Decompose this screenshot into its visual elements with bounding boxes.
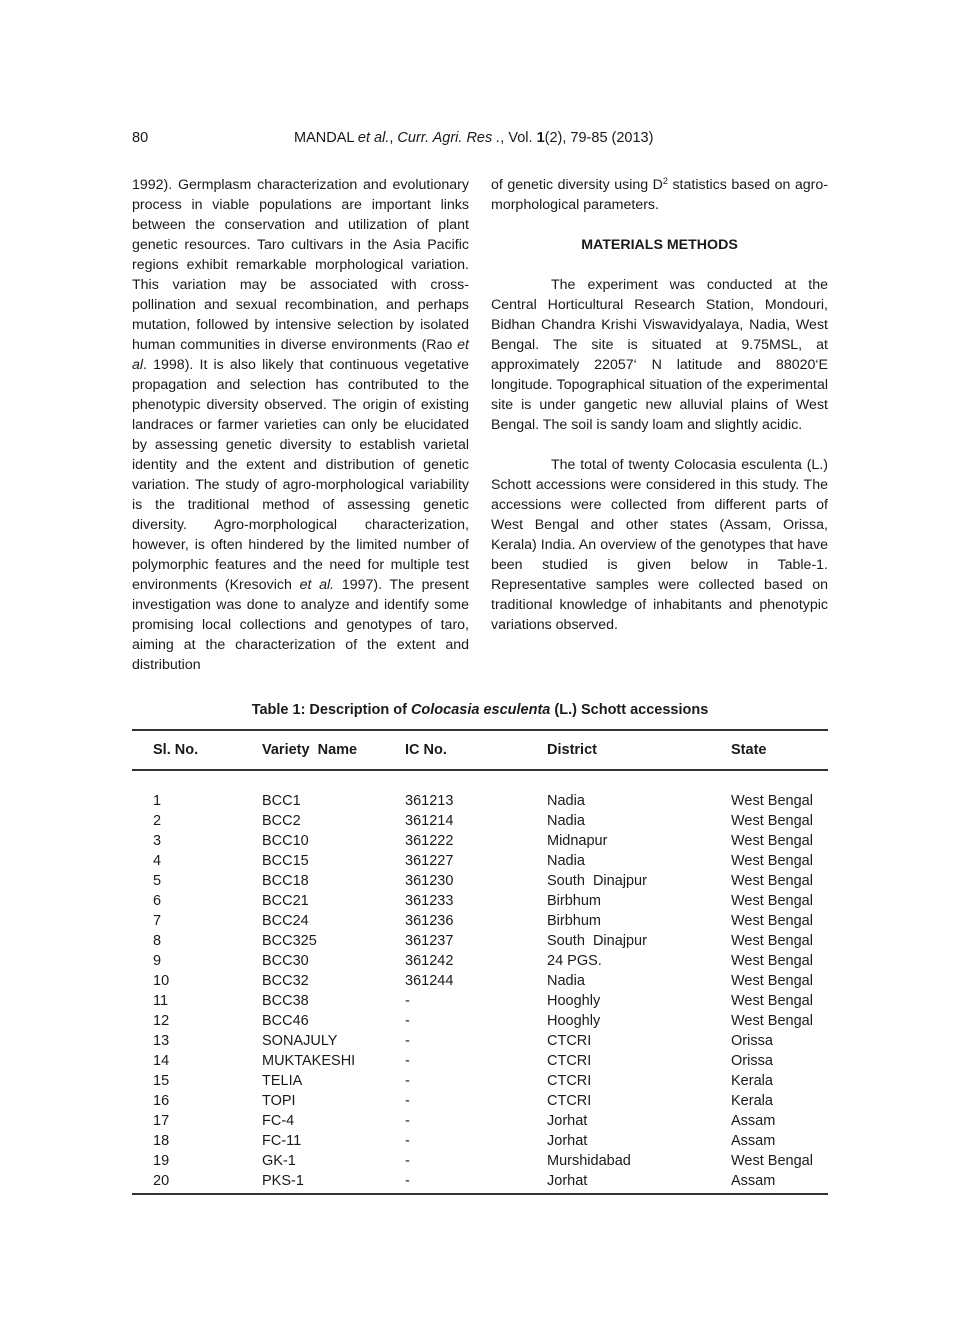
cell-variety-name: TOPI bbox=[262, 1093, 296, 1109]
cell-sl-no: 14 bbox=[153, 1053, 170, 1069]
table-row bbox=[132, 770, 828, 811]
table-row bbox=[132, 1091, 828, 1111]
table-row bbox=[132, 811, 828, 831]
citation-header: MANDAL et al., Curr. Agri. Res ., Vol. 1(2), 79-85 (2013) bbox=[294, 130, 654, 146]
table-caption bbox=[132, 700, 828, 720]
cell-state: West Bengal bbox=[731, 993, 813, 1009]
table-row bbox=[132, 951, 828, 971]
cell-ic-no: 361244 bbox=[405, 973, 454, 989]
cell-sl-no: 19 bbox=[153, 1153, 170, 1169]
left-column bbox=[132, 175, 469, 675]
cell-sl-no: 1 bbox=[153, 793, 162, 809]
cell-variety-name: BCC2 bbox=[262, 813, 301, 829]
cell-state: West Bengal bbox=[731, 1013, 813, 1029]
cell-sl-no: 16 bbox=[153, 1093, 170, 1109]
cell-district: Jorhat bbox=[547, 1113, 588, 1129]
table-1 bbox=[132, 700, 828, 1195]
cell-variety-name: BCC32 bbox=[262, 973, 309, 989]
header-district: District bbox=[547, 730, 731, 770]
cell-state: West Bengal bbox=[731, 853, 813, 869]
cell-state: West Bengal bbox=[731, 893, 813, 909]
cell-district: Murshidabad bbox=[547, 1153, 631, 1169]
header-sl-no: Sl. No. bbox=[132, 730, 262, 770]
et-al: et al. bbox=[357, 130, 390, 146]
cell-state: West Bengal bbox=[731, 793, 813, 809]
cell-district: South Dinajpur bbox=[547, 933, 647, 949]
cell-variety-name: BCC18 bbox=[262, 873, 309, 889]
issue-pages-year: (2), 79-85 (2013) bbox=[544, 130, 654, 146]
cell-ic-no: 361233 bbox=[405, 893, 454, 909]
cell-variety-name: BCC38 bbox=[262, 993, 309, 1009]
cell-district: South Dinajpur bbox=[547, 873, 647, 889]
vol-prefix: Vol. bbox=[508, 130, 533, 146]
table-row bbox=[132, 851, 828, 871]
cell-ic-no: 361242 bbox=[405, 953, 454, 969]
cell-state: West Bengal bbox=[731, 953, 813, 969]
cell-state: Orissa bbox=[731, 1033, 773, 1049]
cell-district: Hooghly bbox=[547, 1013, 601, 1029]
cell-district: Jorhat bbox=[547, 1133, 588, 1149]
text: 1992). Germplasm characterization and evolutionary process in viable populations are important links between the conservation and utilization of plant genetic resources. Taro cultivars in the Asia Pacific regions exhibit remarkable morphological variation. This variation may be associated with cross-pollination and sexual recombination, and perhaps mutation, followed by intensive selection by isolated human communities in diverse environments (Rao bbox=[132, 177, 469, 353]
species-name: Colocasia esculenta bbox=[410, 702, 551, 718]
cell-variety-name: BCC21 bbox=[262, 893, 309, 909]
cell-state: Kerala bbox=[731, 1073, 773, 1089]
cell-ic-no: - bbox=[405, 1133, 410, 1149]
cell-sl-no: 12 bbox=[153, 1013, 170, 1029]
cell-sl-no: 10 bbox=[153, 973, 170, 989]
cell-district: CTCRI bbox=[547, 1093, 592, 1109]
table-row bbox=[132, 1051, 828, 1071]
cell-sl-no: 4 bbox=[153, 853, 162, 869]
cell-sl-no: 15 bbox=[153, 1073, 170, 1089]
text: statistics based on agro-morphological parameters. bbox=[491, 177, 828, 213]
cell-sl-no: 13 bbox=[153, 1033, 170, 1049]
table-row bbox=[132, 831, 828, 851]
cell-sl-no: 17 bbox=[153, 1113, 170, 1129]
cell-district: CTCRI bbox=[547, 1053, 592, 1069]
page-number: 80 bbox=[132, 130, 149, 146]
cell-ic-no: - bbox=[405, 1013, 410, 1029]
cell-sl-no: 7 bbox=[153, 913, 162, 929]
cell-ic-no: 361230 bbox=[405, 873, 454, 889]
table-row bbox=[132, 971, 828, 991]
cell-state: West Bengal bbox=[731, 913, 813, 929]
cell-variety-name: TELIA bbox=[262, 1073, 303, 1089]
text: of genetic diversity using D bbox=[491, 177, 663, 193]
cell-district: Nadia bbox=[547, 973, 585, 989]
cell-variety-name: BCC15 bbox=[262, 853, 309, 869]
cell-sl-no: 18 bbox=[153, 1133, 170, 1149]
cell-state: Kerala bbox=[731, 1093, 773, 1109]
cell-state: West Bengal bbox=[731, 813, 813, 829]
journal-name: Curr. Agri. Res . bbox=[397, 130, 501, 146]
table-row bbox=[132, 1131, 828, 1151]
cell-district: Hooghly bbox=[547, 993, 601, 1009]
cell-sl-no: 3 bbox=[153, 833, 162, 849]
header-variety-name: Variety Name bbox=[262, 730, 405, 770]
superscript: 2 bbox=[662, 176, 668, 186]
cell-variety-name: GK-1 bbox=[262, 1153, 296, 1169]
authors: MANDAL bbox=[294, 130, 354, 146]
cell-ic-no: - bbox=[405, 1073, 410, 1089]
cell-variety-name: PKS-1 bbox=[262, 1171, 405, 1194]
cell-state: West Bengal bbox=[731, 973, 813, 989]
cell-district: Birbhum bbox=[547, 913, 601, 929]
table-row bbox=[132, 891, 828, 911]
table-row bbox=[132, 1151, 828, 1171]
cell-variety-name: FC-11 bbox=[262, 1133, 302, 1149]
volume: 1 bbox=[536, 130, 545, 146]
cell-variety-name: BCC10 bbox=[262, 833, 309, 849]
cell-ic-no: - bbox=[405, 1153, 410, 1169]
header-ic-no: IC No. bbox=[405, 730, 547, 770]
table-row bbox=[132, 911, 828, 931]
table-row bbox=[132, 1031, 828, 1051]
cell-district: Nadia bbox=[547, 793, 585, 809]
cell-ic-no: - bbox=[405, 1053, 410, 1069]
cell-ic-no: - bbox=[405, 993, 410, 1009]
et-al: et al. bbox=[299, 577, 335, 593]
table-row bbox=[132, 1011, 828, 1031]
running-header bbox=[132, 130, 828, 150]
cell-state: West Bengal bbox=[731, 1153, 813, 1169]
table-row bbox=[132, 1111, 828, 1131]
cell-sl-no: 6 bbox=[153, 893, 162, 909]
cell-variety-name: BCC30 bbox=[262, 953, 309, 969]
header-state: State bbox=[731, 730, 828, 770]
cell-variety-name: SONAJULY bbox=[262, 1033, 338, 1049]
cell-state: Assam bbox=[731, 1133, 776, 1149]
cell-state: Orissa bbox=[731, 1053, 773, 1069]
cell-state: Assam bbox=[731, 1113, 776, 1129]
cell-district: Birbhum bbox=[547, 893, 601, 909]
cell-ic-no: - bbox=[405, 1113, 410, 1129]
cell-district: Jorhat bbox=[547, 1171, 731, 1194]
methods-paragraph-2: The total of twenty Colocasia esculenta (L.) Schott accessions were considered in this study. The accessions were collected from different parts of West Bengal and other states (Assam, Orissa, Kerala) India. An overview of the genotypes that have been studied is given below in Table-1. Representative samples were collected based on traditional knowledge of inhabitants and phenotypic variations observed. bbox=[491, 457, 828, 633]
cell-ic-no: - bbox=[405, 1033, 410, 1049]
accessions-table bbox=[132, 729, 828, 1195]
text: 1997). The present investigation was done to analyze and identify some promising local collections and genotypes of taro, aiming at the characterization of the extent and distribution bbox=[132, 577, 469, 673]
cell-district: Nadia bbox=[547, 853, 585, 869]
cell-district: CTCRI bbox=[547, 1073, 592, 1089]
cell-state: West Bengal bbox=[731, 933, 813, 949]
cell-state: West Bengal bbox=[731, 873, 813, 889]
cell-variety-name: BCC1 bbox=[262, 793, 301, 809]
cell-ic-no: 361237 bbox=[405, 933, 454, 949]
section-heading: MATERIALS METHODS bbox=[581, 237, 738, 253]
cell-variety-name: BCC24 bbox=[262, 913, 309, 929]
cell-sl-no: 5 bbox=[153, 873, 162, 889]
methods-paragraph-1: The experiment was conducted at the Central Horticultural Research Station, Mondouri, Bidhan Chandra Krishi Viswavidyalaya, Nadia, West Bengal. The site is situated at 9.75MSL, at approximately 22057‘ N latitude and 88020‘E longitude. Topographical situation of the experimental site is under gangetic new alluvial plains of West Bengal. The soil is sandy loam and slightly acidic. bbox=[491, 277, 828, 433]
table-row bbox=[132, 991, 828, 1011]
cell-variety-name: FC-4 bbox=[262, 1113, 295, 1129]
cell-variety-name: MUKTAKESHI bbox=[262, 1053, 356, 1069]
cell-ic-no: 361227 bbox=[405, 853, 454, 869]
cell-district: Nadia bbox=[547, 813, 585, 829]
text: Table 1: Description of bbox=[251, 702, 411, 718]
cell-sl-no: 9 bbox=[153, 953, 162, 969]
cell-sl-no: 20 bbox=[132, 1171, 262, 1194]
table-row bbox=[132, 871, 828, 891]
cell-ic-no: - bbox=[405, 1171, 547, 1194]
cell-ic-no: 361214 bbox=[405, 813, 454, 829]
table-row bbox=[132, 931, 828, 951]
et-al: et al bbox=[132, 337, 469, 373]
cell-ic-no: 361222 bbox=[405, 833, 454, 849]
text: . 1998). It is also likely that continuous vegetative propagation and selection has contributed to the phenotypic diversity observed. The origin of existing landraces or farmer varieties can only be elucidated by assessing genetic diversity to establish varietal identity and the extent and distribution of genetic variation. The study of agro-morphological variability is the traditional method of assessing genetic diversity. Agro-morphological characterization, however, is often hindered by the limited number of polymorphic features and the need for multiple test environments (Kresovich bbox=[132, 357, 469, 593]
cell-district: CTCRI bbox=[547, 1033, 592, 1049]
cell-sl-no: 8 bbox=[153, 933, 162, 949]
table-header-row bbox=[132, 730, 828, 770]
cell-variety-name: BCC325 bbox=[262, 933, 317, 949]
table-row bbox=[132, 1071, 828, 1091]
cell-sl-no: 11 bbox=[153, 993, 169, 1009]
cell-state: Assam bbox=[731, 1171, 828, 1194]
cell-district: 24 PGS. bbox=[547, 953, 602, 969]
cell-district: Midnapur bbox=[547, 833, 608, 849]
cell-state: West Bengal bbox=[731, 833, 813, 849]
right-column bbox=[491, 175, 828, 635]
table-row bbox=[132, 1171, 828, 1194]
cell-ic-no: - bbox=[405, 1093, 410, 1109]
cell-ic-no: 361236 bbox=[405, 913, 454, 929]
cell-sl-no: 2 bbox=[153, 813, 162, 829]
cell-ic-no: 361213 bbox=[405, 793, 454, 809]
intro-continued bbox=[491, 175, 828, 215]
intro-paragraph bbox=[132, 175, 469, 675]
text: (L.) Schott accessions bbox=[550, 702, 709, 718]
cell-variety-name: BCC46 bbox=[262, 1013, 309, 1029]
